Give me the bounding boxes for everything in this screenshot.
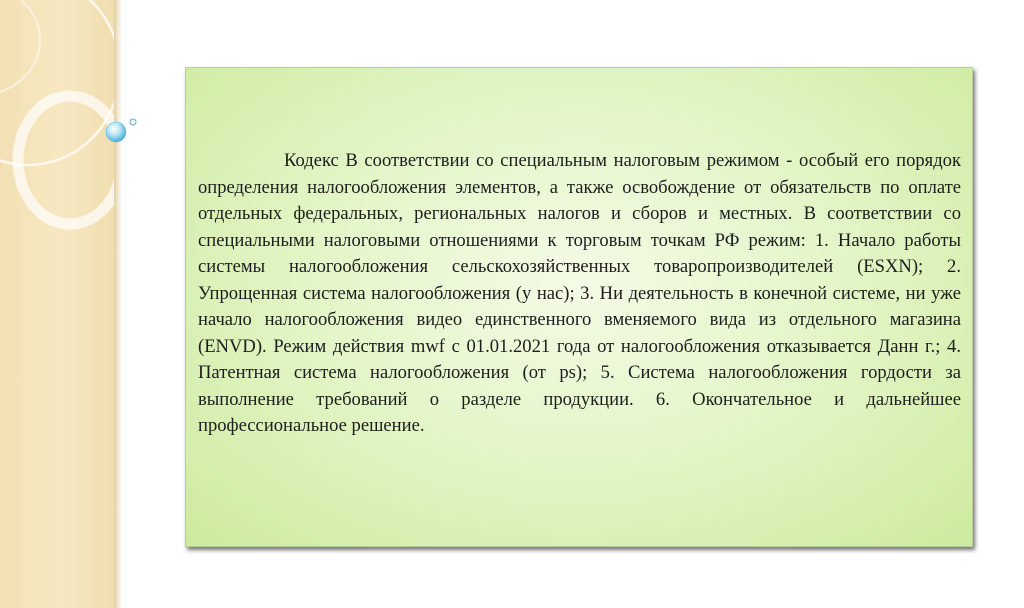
large-bubble-icon <box>106 122 126 142</box>
small-bubble-icon <box>130 119 136 125</box>
text-panel <box>185 67 973 547</box>
bubbles <box>0 0 150 150</box>
body-paragraph: Кодекс В соответствии со специальным налоговым режимом - особый его порядок определения налогообложения элементов, а также освобождение от обязательств по оплате отдельных федеральных, региональных налогов и сборов и местных. В соответствии со специальными налоговыми отношениями к торговым точкам РФ режим: 1. Начало работы системы налогообложения сельскохозяйственных товаропроизводителей (ESXN); 2. Упрощенная система налогообложения (у нас); 3. Ни деятельность в конечной системе, ни уже начало налогообложения видео единственного вменяемого вида из отдельного магазина (ENVD). Режим действия mwf с 01.01.2021 года от налогообложения отказывается Данн г.; 4. Патентная система налогообложения (от ps); 5. Система налогообложения гордости за выполнение требований о разделе продукции. 6. Окончательное и дальнейшее профессиональное решение. <box>198 150 961 436</box>
